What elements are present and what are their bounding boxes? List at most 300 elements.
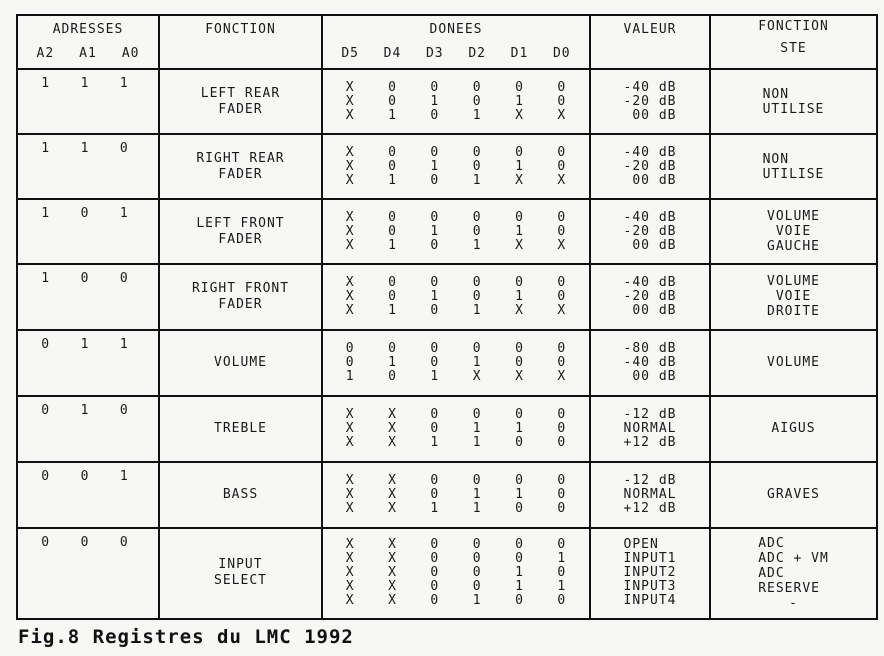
data-bit-column: [346, 211, 355, 253]
address-bit: 1: [41, 206, 51, 222]
ste-function-label: VOIE: [775, 289, 812, 305]
data-bit: X: [345, 420, 355, 436]
value-lines: [624, 276, 677, 318]
address-bit: 1: [119, 336, 129, 352]
address-cell: [17, 199, 159, 264]
ste-function-label: UTILISE: [762, 101, 825, 117]
function-cell: [159, 199, 322, 264]
ste-function-label: VOIE: [775, 224, 812, 240]
data-bit: 0: [557, 79, 567, 95]
data-bit: 0: [557, 537, 567, 553]
data-bit: X: [388, 565, 397, 581]
header-bit-d5: D5: [341, 46, 359, 61]
data-bit: X: [345, 274, 355, 290]
data-bit: X: [345, 406, 355, 422]
data-bit: 0: [388, 340, 397, 356]
data-bit: 0: [515, 340, 524, 356]
data-bit: 0: [472, 551, 482, 567]
data-bit-column: [430, 211, 439, 253]
data-bit: X: [345, 144, 355, 160]
header-value: [590, 15, 710, 69]
data-bit: 0: [515, 434, 524, 450]
value-label: -12 dB: [623, 406, 677, 422]
address-bit: 0: [41, 402, 51, 418]
data-bit-column: [430, 474, 439, 516]
data-bit: 0: [345, 340, 355, 356]
data-bit-column: [515, 81, 524, 123]
data-bit: X: [345, 486, 355, 502]
data-bit: 0: [472, 579, 482, 595]
value-label: INPUT4: [623, 593, 677, 609]
data-bit: 0: [515, 500, 524, 516]
data-bit: 0: [430, 406, 440, 422]
data-bit-column: [515, 146, 524, 188]
data-bit: X: [345, 237, 355, 253]
value-label: INPUT3: [623, 579, 677, 595]
data-bit: 1: [515, 579, 524, 595]
ste-function-cell: [710, 199, 877, 264]
value-lines: [624, 342, 677, 384]
data-bit: 1: [515, 486, 524, 502]
header-function-title: FONCTION: [205, 22, 276, 37]
data-bit: 0: [557, 354, 567, 370]
register-table: [16, 14, 878, 620]
ste-function-label: VOLUME: [767, 355, 820, 371]
value-label: -20 dB: [623, 288, 677, 304]
header-ste-title-line: STE: [780, 41, 807, 56]
address-bit: 0: [119, 271, 129, 287]
data-bit: X: [557, 368, 567, 384]
data-bits-grid: [323, 211, 589, 253]
data-bit: 1: [430, 288, 440, 304]
data-bit: X: [388, 486, 397, 502]
data-bit: 0: [515, 209, 524, 225]
data-bit: X: [345, 79, 355, 95]
data-bit-column: [388, 538, 397, 608]
ste-function-cell: [710, 528, 877, 619]
data-bit: X: [345, 500, 355, 516]
data-bit: X: [557, 172, 567, 188]
data-bit-column: [346, 81, 355, 123]
header-value-title: VALEUR: [623, 22, 677, 37]
function-label: BASS: [222, 486, 259, 502]
data-bit: 1: [557, 551, 567, 567]
data-bit: 0: [430, 79, 440, 95]
header-bit-a1: A1: [79, 46, 97, 61]
address-bit: 0: [80, 271, 90, 287]
data-bit-column: [388, 342, 397, 384]
data-bit: 0: [515, 551, 524, 567]
data-bit: 1: [515, 288, 524, 304]
data-bit-column: [515, 538, 524, 608]
data-bit: 0: [557, 500, 567, 516]
ste-function-label: ADC + VM: [758, 550, 829, 566]
data-bit: X: [345, 593, 355, 609]
data-bit-column: [557, 538, 566, 608]
value-label: 00 dB: [632, 368, 677, 384]
header-data-bits: [323, 38, 589, 61]
data-bit-column: [388, 81, 397, 123]
ste-function-label: RESERVE: [758, 580, 820, 596]
value-label: -12 dB: [623, 472, 677, 488]
figure-caption: Fig.8 Registres du LMC 1992: [18, 626, 354, 648]
value-label: +12 dB: [623, 434, 677, 450]
data-bit: 0: [430, 172, 440, 188]
ste-function-lines: [767, 209, 820, 254]
data-cell: [322, 199, 590, 264]
ste-function-cell: [710, 264, 877, 329]
data-bit: 0: [388, 144, 397, 160]
data-bit: 0: [515, 472, 524, 488]
data-bit: 0: [557, 340, 567, 356]
data-bit: 1: [430, 500, 440, 516]
value-label: +12 dB: [623, 500, 677, 516]
value-cell: [590, 396, 710, 462]
value-label: -20 dB: [623, 223, 677, 239]
data-bit-column: [473, 538, 482, 608]
ste-function-label: -: [789, 595, 798, 611]
value-label: 00 dB: [632, 107, 677, 123]
address-bits: [18, 529, 158, 550]
data-bit: 1: [515, 93, 524, 109]
function-label: RIGHT REAR: [196, 150, 285, 166]
data-bit: X: [345, 302, 355, 318]
value-lines: [624, 538, 677, 608]
data-bit: X: [345, 537, 355, 553]
data-bit: 0: [557, 209, 567, 225]
value-label: -40 dB: [623, 209, 677, 225]
header-bit-d0: D0: [552, 46, 571, 61]
value-label: 00 dB: [632, 302, 677, 318]
address-bit: 0: [41, 534, 51, 550]
data-bit-column: [346, 342, 355, 384]
address-cell: [17, 462, 159, 528]
data-bit: X: [388, 420, 397, 436]
data-bit: 0: [472, 288, 482, 304]
value-label: OPEN: [623, 537, 659, 553]
data-bit: X: [345, 288, 355, 304]
data-bit: 0: [557, 593, 567, 609]
function-cell: [159, 69, 322, 134]
data-bit: 1: [472, 593, 482, 609]
data-bit: 0: [388, 158, 397, 174]
ste-function-lines: [763, 87, 825, 117]
data-bit: 0: [557, 486, 567, 502]
value-label: -80 dB: [623, 340, 677, 356]
data-bit: 0: [472, 406, 482, 422]
data-bit-column: [557, 276, 566, 318]
data-bit: 0: [430, 472, 440, 488]
ste-function-lines: [767, 487, 820, 502]
data-bit: 0: [430, 593, 440, 609]
function-cell: [159, 528, 322, 619]
address-bit: 1: [41, 141, 51, 157]
ste-function-cell: [710, 134, 877, 199]
data-cell: [322, 462, 590, 528]
data-bit: 0: [557, 274, 567, 290]
data-bit-column: [557, 408, 566, 450]
value-cell: [590, 69, 710, 134]
register-row: [17, 462, 877, 528]
data-bit-column: [557, 211, 566, 253]
function-label: INPUT: [218, 557, 263, 573]
value-cell: [590, 330, 710, 396]
data-bits-grid: [323, 276, 589, 318]
data-bit: 0: [515, 274, 524, 290]
data-bit: X: [345, 551, 355, 567]
header-ste: [710, 15, 877, 69]
data-bit: 0: [557, 144, 567, 160]
data-bit: 1: [515, 565, 524, 581]
ste-function-label: VOLUME: [767, 209, 820, 225]
data-bit-column: [473, 408, 482, 450]
data-cell: [322, 134, 590, 199]
address-bit: 0: [80, 534, 90, 550]
register-row: [17, 396, 877, 462]
data-bit: 0: [430, 551, 440, 567]
data-bit: X: [515, 237, 524, 253]
data-bit: 0: [472, 565, 482, 581]
value-label: -40 dB: [623, 79, 677, 95]
data-bit: 1: [388, 107, 397, 123]
data-bit: X: [345, 434, 355, 450]
function-cell: [159, 264, 322, 329]
data-bit: X: [345, 172, 355, 188]
value-label: NORMAL: [623, 486, 677, 502]
data-bits-grid: [323, 81, 589, 123]
data-bit: 1: [345, 368, 355, 384]
ste-function-lines: [758, 536, 829, 611]
data-bit: X: [515, 368, 524, 384]
address-bit: 0: [119, 141, 129, 157]
data-cell: [322, 396, 590, 462]
data-bit: 1: [472, 434, 482, 450]
data-bit: 0: [515, 406, 524, 422]
address-cell: [17, 134, 159, 199]
value-label: INPUT1: [623, 551, 677, 567]
ste-function-label: GAUCHE: [767, 239, 820, 255]
data-bit-column: [473, 211, 482, 253]
data-bit: X: [388, 537, 397, 553]
data-bit: 0: [430, 340, 440, 356]
register-rows: [17, 69, 877, 619]
data-bit: 0: [430, 579, 440, 595]
data-bit: 1: [472, 172, 482, 188]
data-bit-column: [473, 81, 482, 123]
function-cell: [159, 396, 322, 462]
ste-function-label: ADC: [758, 535, 785, 551]
address-bits: [18, 135, 158, 156]
data-bit-column: [388, 146, 397, 188]
ste-function-lines: [767, 355, 820, 370]
function-label: FADER: [218, 101, 263, 117]
data-bit: 0: [515, 354, 524, 370]
function-label: FADER: [218, 231, 263, 247]
data-bit: X: [388, 593, 397, 609]
function-label: RIGHT FRONT: [191, 280, 290, 296]
data-bit: 0: [430, 209, 440, 225]
ste-function-lines: [763, 152, 825, 182]
header-address-bits: [18, 38, 158, 61]
data-bit: 0: [472, 158, 482, 174]
ste-function-label: ADC: [758, 565, 785, 581]
ste-function-cell: [710, 330, 877, 396]
value-lines: [624, 408, 677, 450]
data-bit: 1: [472, 486, 482, 502]
function-label: LEFT REAR: [200, 85, 281, 101]
ste-function-label: VOLUME: [767, 274, 820, 290]
value-label: -20 dB: [623, 158, 677, 174]
value-label: -20 dB: [623, 93, 677, 109]
data-bit: X: [388, 472, 397, 488]
data-bit: X: [345, 158, 355, 174]
data-bit: 1: [388, 354, 397, 370]
header-bit-d2: D2: [468, 46, 486, 61]
ste-function-cell: [710, 396, 877, 462]
data-bit: 1: [430, 434, 440, 450]
register-row: [17, 330, 877, 396]
data-bit: 1: [430, 223, 440, 239]
value-lines: [624, 474, 677, 516]
data-bit: 0: [557, 158, 567, 174]
data-bits-grid: [323, 474, 589, 516]
register-row: [17, 264, 877, 329]
value-label: INPUT2: [623, 565, 677, 581]
address-bits: [18, 463, 158, 484]
data-bit-column: [515, 211, 524, 253]
data-cell: [322, 330, 590, 396]
register-row: [17, 134, 877, 199]
data-bit-column: [430, 408, 439, 450]
data-bit: 0: [557, 434, 567, 450]
data-bit: X: [345, 209, 355, 225]
data-bit: 0: [472, 537, 482, 553]
data-bit: 1: [515, 420, 524, 436]
value-lines: [624, 211, 677, 253]
value-lines: [624, 81, 677, 123]
address-cell: [17, 264, 159, 329]
address-bits: [18, 200, 158, 221]
data-bit-column: [346, 146, 355, 188]
address-bit: 1: [119, 76, 129, 91]
data-bit: 0: [430, 302, 440, 318]
data-bit: 1: [472, 302, 482, 318]
data-bit: X: [557, 302, 567, 318]
data-bit: 0: [430, 420, 440, 436]
data-bit-column: [515, 342, 524, 384]
address-bits: [18, 397, 158, 418]
address-bit: 1: [119, 206, 129, 222]
value-label: -40 dB: [623, 354, 677, 370]
data-bit: X: [345, 93, 355, 109]
value-cell: [590, 264, 710, 329]
data-bit: X: [345, 223, 355, 239]
data-bit: 0: [388, 93, 397, 109]
data-bit: 1: [430, 93, 440, 109]
address-bit: 1: [80, 76, 90, 91]
data-bit: 0: [557, 223, 567, 239]
data-bit: 0: [472, 340, 482, 356]
data-bit: X: [557, 107, 567, 123]
data-bit-column: [346, 276, 355, 318]
data-bit: 1: [472, 237, 482, 253]
header-bit-d1: D1: [510, 46, 529, 61]
data-bit: 0: [515, 593, 524, 609]
value-label: 00 dB: [632, 237, 677, 253]
data-bit: 0: [557, 288, 567, 304]
data-bit-column: [557, 81, 566, 123]
address-bit: 1: [80, 336, 90, 352]
data-bit: 0: [388, 368, 397, 384]
data-bit: X: [345, 579, 355, 595]
data-bit: 0: [430, 486, 440, 502]
data-cell: [322, 69, 590, 134]
data-bit: 1: [388, 172, 397, 188]
ste-function-label: NON: [762, 86, 790, 102]
data-bits-grid: [323, 342, 589, 384]
data-bit: 1: [472, 107, 482, 123]
function-label: SELECT: [214, 573, 267, 589]
data-bit-column: [388, 211, 397, 253]
data-bit: X: [472, 368, 482, 384]
data-bit-column: [430, 146, 439, 188]
data-bit-column: [430, 538, 439, 608]
address-bit: 0: [41, 336, 51, 352]
value-label: -40 dB: [623, 144, 677, 160]
data-bit: 0: [515, 144, 524, 160]
address-bit: 1: [119, 468, 129, 484]
address-bits: [18, 331, 158, 352]
function-label: FADER: [218, 166, 263, 182]
register-row: [17, 199, 877, 264]
function-label: FADER: [218, 296, 263, 312]
data-cell: [322, 264, 590, 329]
data-bit-column: [473, 146, 482, 188]
data-bit-column: [388, 474, 397, 516]
value-cell: [590, 462, 710, 528]
header-bit-a2: A2: [36, 46, 55, 61]
data-bit: 0: [557, 472, 567, 488]
data-bit-column: [557, 146, 566, 188]
value-cell: [590, 134, 710, 199]
header-bit-d3: D3: [425, 46, 444, 61]
address-bit: 0: [80, 468, 90, 484]
data-bit: X: [388, 551, 397, 567]
data-bit: X: [388, 579, 397, 595]
address-bit: 1: [41, 271, 51, 287]
header-addresses-title: ADRESSES: [52, 22, 124, 37]
address-bit: 0: [119, 402, 129, 418]
data-bit-column: [388, 276, 397, 318]
data-bit: 1: [472, 354, 482, 370]
data-bit-column: [430, 276, 439, 318]
ste-function-label: GRAVES: [767, 487, 820, 503]
ste-function-label: NON: [762, 151, 790, 167]
address-bit: 0: [80, 206, 90, 222]
data-bit: 0: [472, 79, 482, 95]
header-bit-a0: A0: [121, 46, 140, 61]
data-bit: 0: [557, 420, 567, 436]
data-bit: 1: [388, 237, 397, 253]
data-bit: 0: [345, 354, 355, 370]
data-bit-column: [473, 474, 482, 516]
ste-function-label: DROITE: [767, 304, 820, 320]
data-bit: X: [345, 107, 355, 123]
value-cell: [590, 199, 710, 264]
ste-function-label: AIGUS: [771, 421, 816, 437]
data-bit-column: [515, 474, 524, 516]
value-lines: [624, 146, 677, 188]
